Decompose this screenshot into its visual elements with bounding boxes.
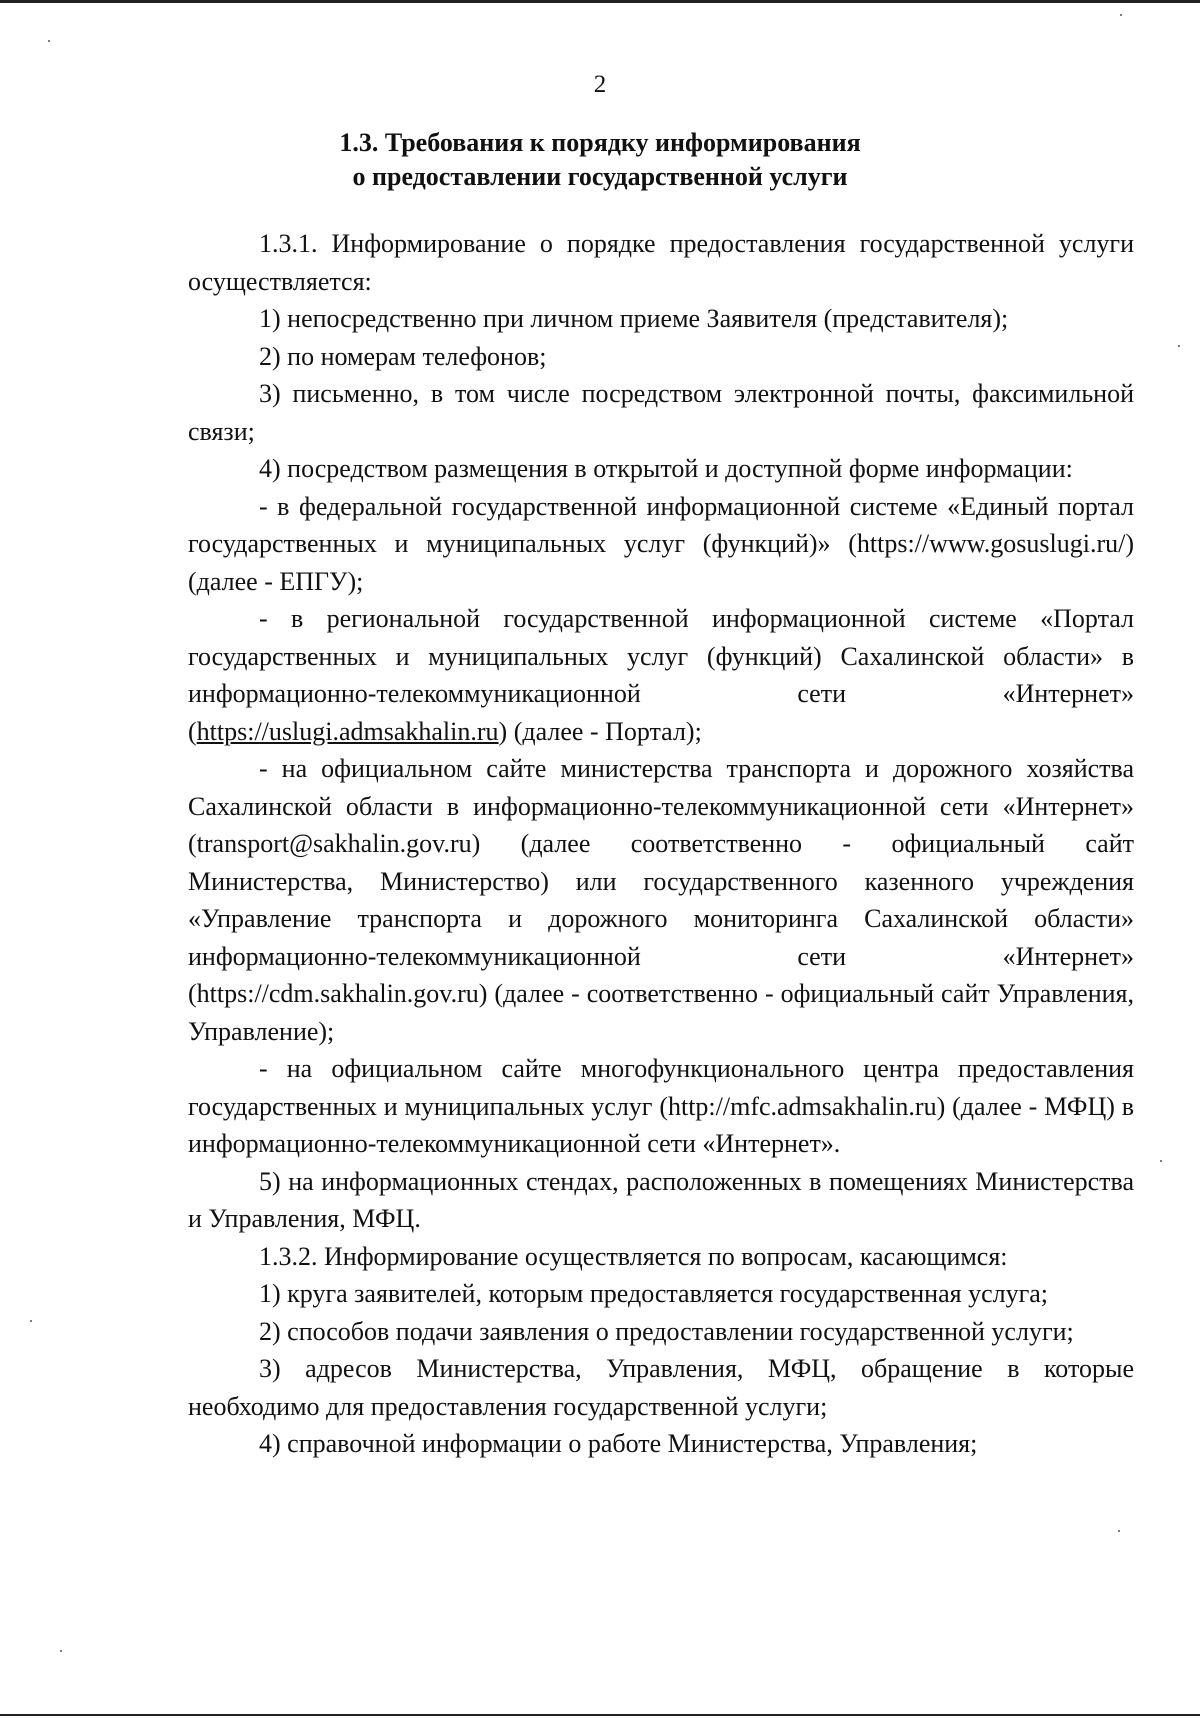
bullet-ministry-site: - на официальном сайте министерства транспорта и дорожного хозяйства Сахалинской области в информационно-телекоммуникационной сети «Интернет» (transport@sakhalin.gov.ru) (далее соответственно - официальный сайт Министерства, Министерство) или государственного казенного учреждения «Управление транспорта и дорожного мониторинга Сахалинской области» информационно-телекоммуникационной сети «Интернет» (https://cdm.sakhalin.gov.ru) (далее - соответственно - официальный сайт Управления, Управление);	[188, 754, 1134, 1046]
scan-speck	[1160, 1160, 1162, 1162]
section-heading-line-2: о предоставлении государственной услуги	[352, 162, 848, 191]
list-item-info-stands: 5) на информационных стендах, расположенных в помещениях Министерства и Управления, МФЦ.	[188, 1166, 1134, 1233]
bullet-regional-portal	[188, 600, 1134, 750]
section-heading-line-1: 1.3. Требования к порядку информирования	[339, 128, 861, 157]
list-item-written: 3) письменно, в том числе посредством электронной почты, факсимильной связи;	[188, 379, 1134, 446]
document-body	[188, 225, 1134, 1463]
list-item-phone: 2) по номерам телефонов;	[259, 341, 547, 371]
list-item-applicants: 1) круга заявителей, которым предоставляется государственная услуга;	[259, 1279, 1049, 1308]
scan-edge-top	[0, 0, 1200, 3]
scan-speck	[1118, 1530, 1120, 1532]
paragraph-1-3-2: 1.3.2. Информирование осуществляется по вопросам, касающимся:	[259, 1241, 1008, 1271]
paragraph-1-3-1: 1.3.1. Информирование о порядке предоставления государственной услуги осуществляется:	[188, 229, 1134, 296]
list-item-addresses: 3) адресов Министерства, Управления, МФЦ, обращение в которые необходимо для предоставления государственной услуги;	[188, 1354, 1134, 1421]
scan-speck	[30, 1320, 32, 1322]
list-item-submission-methods: 2) способов подачи заявления о предоставлении государственной услуги;	[259, 1316, 1074, 1346]
list-item-public-placement: 4) посредством размещения в открытой и доступной форме информации:	[259, 454, 1073, 483]
list-item-reference-info: 4) справочной информации о работе Министерства, Управления;	[259, 1429, 978, 1458]
portal-link[interactable]: https://uslugi.admsakhalin.ru	[196, 716, 499, 746]
scan-edge-bottom	[0, 1714, 1200, 1716]
bullet-mfc-site: - на официальном сайте многофункционального центра предоставления государственных и муниципальных услуг (http://mfc.admsakhalin.ru) (далее - МФЦ) в информационно-телекоммуникационной сети «Интернет».	[188, 1054, 1134, 1158]
section-heading	[0, 126, 1200, 194]
bullet-epgu: - в федеральной государственной информационной системе «Единый портал государственных и муниципальных услуг (функций)» (https://www.gosuslugi.ru/) (далее - ЕПГУ);	[188, 491, 1134, 596]
page-number: 2	[593, 71, 607, 98]
bullet-regional-portal-tail: ) (далее - Портал);	[498, 716, 702, 746]
scan-speck	[1178, 345, 1180, 347]
scan-speck	[60, 1650, 62, 1652]
scan-speck	[1120, 14, 1122, 16]
bullet-regional-portal-text: - в региональной государственной информационной системе «Портал государственных и муниципальных услуг (функций) Сахалинской области» в информационно-телекоммуникационной сети «Интернет» (	[188, 604, 1134, 746]
scan-speck	[48, 40, 50, 42]
list-item-personal-reception: 1) непосредственно при личном приеме Заявителя (представителя);	[259, 304, 1009, 333]
